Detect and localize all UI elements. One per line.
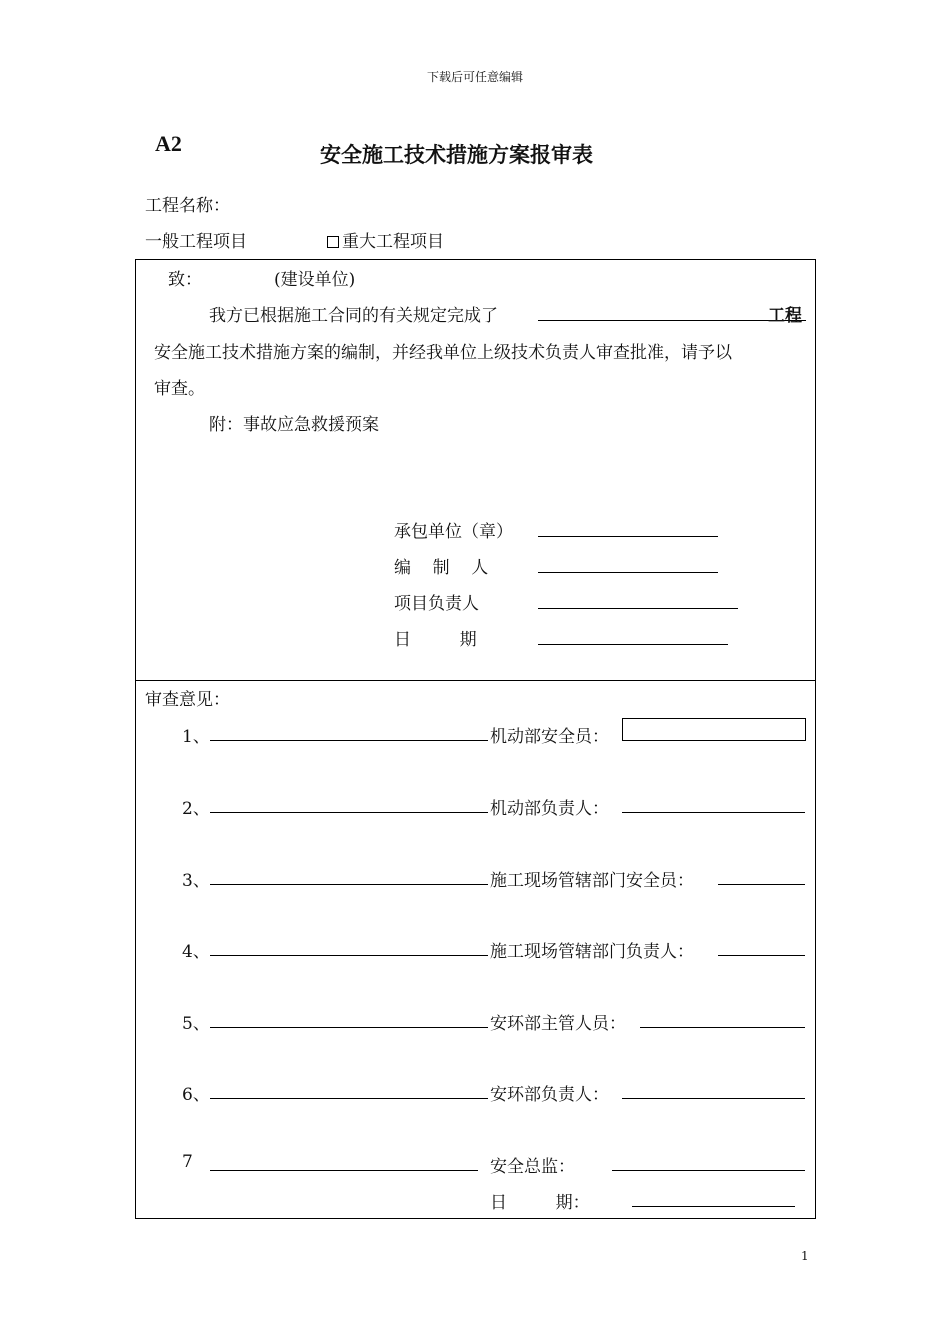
signature-field[interactable] bbox=[718, 955, 805, 956]
project-lead-field[interactable] bbox=[538, 608, 738, 609]
review-item-num: 1、 bbox=[182, 727, 210, 747]
review-item-num: 5、 bbox=[182, 1014, 210, 1034]
review-item-role: 机动部负责人： bbox=[490, 799, 609, 819]
checkbox-icon[interactable] bbox=[327, 236, 339, 248]
project-name-label: 工程名称： bbox=[145, 196, 230, 216]
doc-code: A2 bbox=[155, 131, 182, 156]
contractor-field[interactable] bbox=[538, 536, 718, 537]
submission-date-field[interactable] bbox=[538, 644, 728, 645]
signature-field[interactable] bbox=[612, 1170, 805, 1171]
section-divider bbox=[135, 680, 816, 681]
review-opinion-field[interactable] bbox=[210, 955, 488, 956]
submission-date-label: 日 期 bbox=[394, 630, 477, 650]
project-type-general: 一般工程项目 bbox=[145, 232, 247, 252]
signature-field[interactable] bbox=[718, 884, 805, 885]
review-item-role: 施工现场管辖部门负责人： bbox=[490, 942, 694, 962]
body-line-2: 安全施工技术措施方案的编制，并经我单位上级技术负责人审查批准，请予以 bbox=[154, 343, 732, 363]
review-date-label: 日 期： bbox=[490, 1193, 590, 1213]
review-item-num: 2、 bbox=[182, 799, 210, 819]
review-item-num: 6、 bbox=[182, 1085, 210, 1105]
review-item-role: 安全总监： bbox=[490, 1157, 575, 1177]
review-opinion-field[interactable] bbox=[210, 1098, 488, 1099]
body-line-3: 审查。 bbox=[154, 379, 205, 399]
body-suffix: 工程 bbox=[768, 306, 802, 326]
review-opinion-field[interactable] bbox=[210, 1027, 488, 1028]
review-item-num: 4、 bbox=[182, 942, 210, 962]
to-party: (建设单位) bbox=[274, 270, 356, 290]
project-type-major-label: 重大工程项目 bbox=[342, 232, 444, 252]
to-label: 致： bbox=[168, 270, 202, 290]
review-opinion-field[interactable] bbox=[210, 884, 488, 885]
contractor-label: 承包单位（章） bbox=[394, 522, 513, 542]
compiler-field[interactable] bbox=[538, 572, 718, 573]
review-item-role: 施工现场管辖部门安全员： bbox=[490, 871, 694, 891]
review-label: 审查意见： bbox=[145, 690, 230, 710]
body-line-1: 我方已根据施工合同的有关规定完成了 bbox=[209, 306, 498, 326]
review-item-role: 安环部负责人： bbox=[490, 1085, 609, 1105]
signature-field[interactable] bbox=[622, 1098, 805, 1099]
signature-field[interactable] bbox=[622, 718, 806, 741]
project-lead-label: 项目负责人 bbox=[394, 594, 479, 614]
signature-field[interactable] bbox=[622, 812, 805, 813]
review-item-role: 机动部安全员： bbox=[490, 727, 609, 747]
page-title: 安全施工技术措施方案报审表 bbox=[320, 142, 593, 167]
page-number: 1 bbox=[801, 1249, 809, 1263]
attachment-note: 附：事故应急救援预案 bbox=[209, 415, 379, 435]
review-opinion-field[interactable] bbox=[210, 812, 488, 813]
review-opinion-field[interactable] bbox=[210, 1170, 478, 1171]
project-name-field[interactable] bbox=[538, 320, 806, 321]
review-item-role: 安环部主管人员： bbox=[490, 1014, 626, 1034]
project-type-major[interactable] bbox=[327, 227, 444, 252]
review-date-field[interactable] bbox=[632, 1206, 795, 1207]
review-item-num: 3、 bbox=[182, 871, 210, 891]
review-opinion-field[interactable] bbox=[210, 740, 488, 741]
compiler-label: 编 制 人 bbox=[394, 558, 489, 578]
header-note: 下载后可任意编辑 bbox=[426, 70, 523, 84]
review-item-num: 7 bbox=[182, 1152, 193, 1172]
signature-field[interactable] bbox=[640, 1027, 805, 1028]
